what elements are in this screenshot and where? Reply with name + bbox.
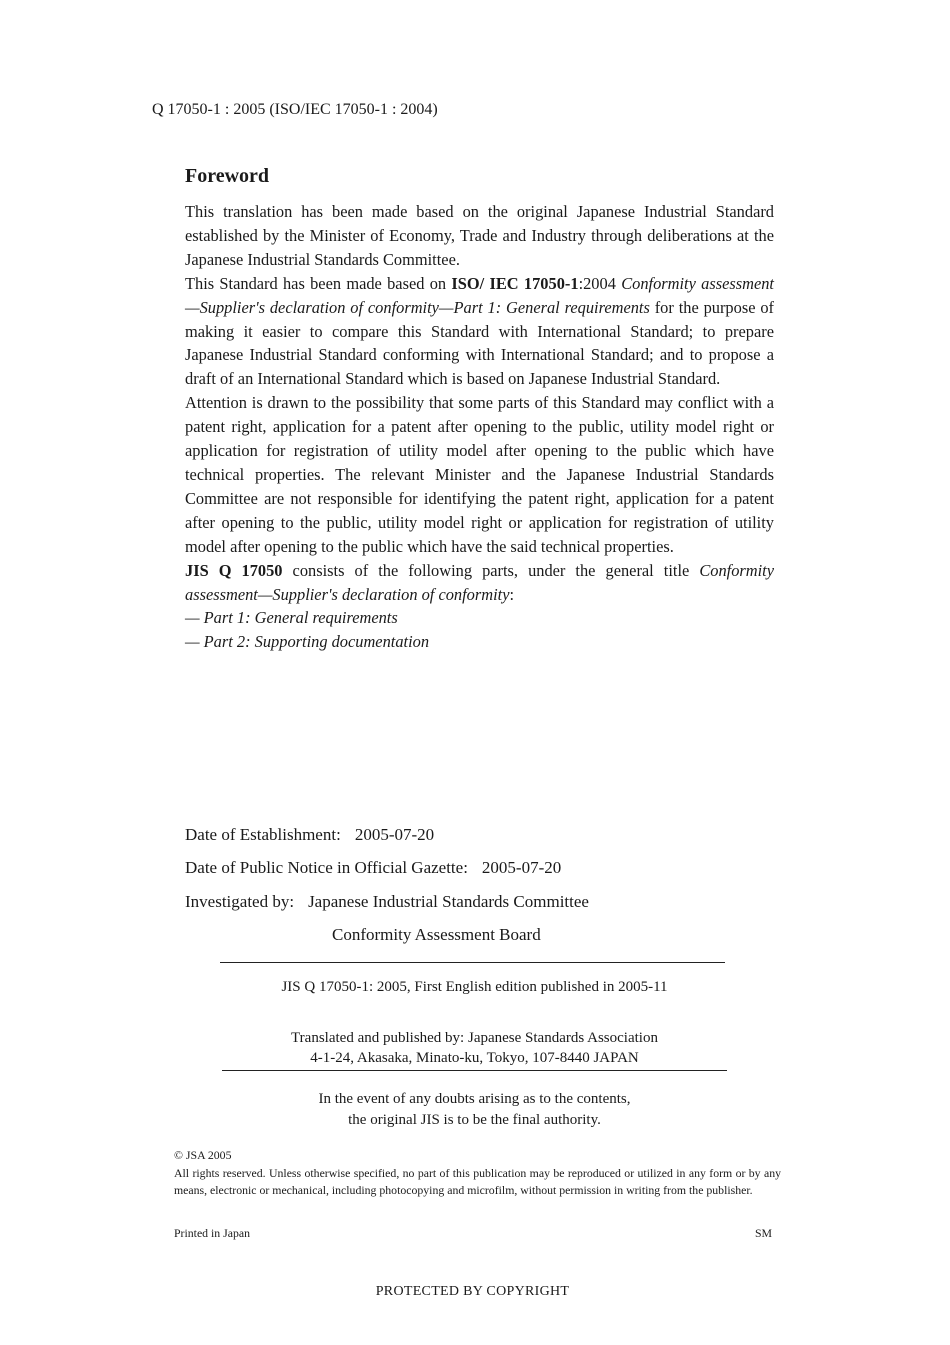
publisher-line: Translated and published by: Japanese Standards Association [291,1030,658,1046]
code-mark: SM [755,1226,773,1240]
protected-footer: PROTECTED BY COPYRIGHT [375,1284,570,1299]
divider-top [220,962,725,963]
foreword-paragraph-3: Attention is drawn to the possibility that some parts of this Standard may conflict with a patent right, application for a patent after opening to the public, utility model right or application for registration of utility model after opening to the public which have technical properties. The relevant Minister and the Japanese Industrial Standards Committee are not responsible for identifying the patent right, application for a patent after opening to the public, utility model right or application for registration of utility model after opening to the public which have the said technical properties. [185,393,774,556]
edition-line: JIS Q 17050-1: 2005, First English edition published in 2005-11 [281,979,668,995]
dates-block [185,818,589,951]
document-header: Q 17050-1 : 2005 (ISO/IEC 17050-1 : 2004) [152,101,438,118]
part-1-item [185,606,774,630]
rights-statement: All rights reserved. Unless otherwise specified, no part of this publication may be reproduced or utilized in any form or by any means, electronic or mechanical, including photocopying and microfilm, without permission in writing from the publisher. [174,1165,781,1197]
address-line: 4-1-24, Akasaka, Minato-ku, Tokyo, 107-8440 JAPAN [310,1050,639,1066]
foreword-paragraph-2 [185,272,774,392]
investigated-label: Investigated by: [185,891,295,911]
copyright-block [174,1147,781,1200]
notice-row [185,851,589,884]
authority-note [222,1089,727,1130]
investigated-value-2: Conformity Assessment Board [332,924,541,944]
authority-note-line-1: In the event of any doubts arising as to the contents, [318,1091,631,1107]
foreword-paragraph-1: This translation has been made based on the original Japanese Industrial Standard established by the Minister of Economy, Trade and Industry through deliberations at the Japanese Industrial Standards Committee. [185,202,774,269]
p4-title: Conformity assessment—Supplier's declaration of conformity [185,560,774,604]
foreword-body [185,200,774,654]
establishment-value: 2005-07-20 [354,825,435,844]
notice-value: 2005-07-20 [481,858,562,878]
investigated-row-2 [185,918,589,951]
authority-note-line-2: the original JIS is to be the final authority. [348,1111,601,1128]
p2-title: Conformity assessment—Supplier's declaration of conformity—Part 1: General requirements [185,273,774,317]
printed-in: Printed in Japan [174,1226,251,1240]
p4-standard: JIS Q 17050 [185,560,283,580]
copyright-line: © JSA 2005 [174,1148,232,1162]
foreword-title: Foreword [185,165,270,187]
divider-bottom [222,1070,727,1071]
investigated-value: Japanese Industrial Standards Committee [308,891,589,911]
part-1-text: — Part 1: General requirements [185,608,398,628]
part-2-item [185,630,774,654]
p2-post: for the purpose of making it easier to compare this Standard with International Standard; to prepare Japanese Industrial Standard conforming with International Standard; and to propose a draft of an International Standard which is based on Japanese Industrial Standard. [185,297,774,389]
investigated-row [185,885,589,918]
p4-mid: consists of the following parts, under the general title [282,560,700,580]
p4-end: : [509,584,515,604]
p2-standard: ISO/ IEC 17050-1 [451,273,579,293]
p2-year: :2004 [578,273,622,293]
part-2-text: — Part 2: Supporting documentation [185,632,430,652]
establishment-row [185,818,589,851]
foreword-paragraph-4 [185,559,774,607]
notice-label: Date of Public Notice in Official Gazette: [185,858,468,878]
p2-pre: This Standard has been made based on [185,273,452,293]
establishment-label: Date of Establishment: [185,825,341,844]
